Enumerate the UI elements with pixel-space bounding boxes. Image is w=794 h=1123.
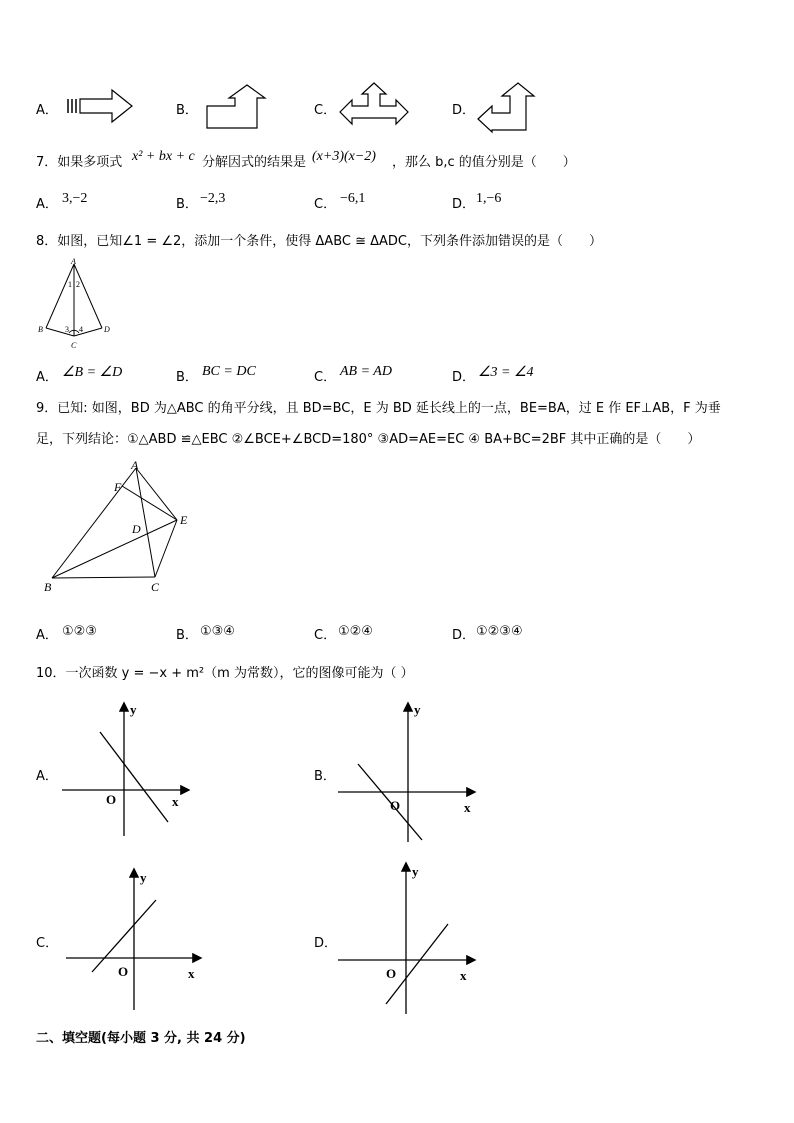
q9-label-f: F bbox=[114, 480, 122, 494]
q10-option-d-label: D． bbox=[314, 936, 338, 951]
q8-option-c-value: AB = AD bbox=[340, 364, 392, 379]
q10-graph-b bbox=[336, 700, 486, 850]
q9-label-b: B bbox=[44, 580, 52, 594]
q9-option-a-value: ①②③ bbox=[62, 624, 97, 639]
q9-label-c: C bbox=[151, 580, 160, 594]
q10-a-axis-y: y bbox=[130, 702, 137, 717]
three-way-arrow-icon bbox=[338, 82, 410, 130]
q6-option-c-label: C． bbox=[314, 103, 337, 118]
q8-option-c-label: C． bbox=[314, 370, 337, 385]
q10-d-origin: O bbox=[386, 966, 397, 981]
q8-label-c: C bbox=[71, 341, 77, 350]
q10-b-origin: O bbox=[390, 798, 401, 813]
q9-label-d: D bbox=[132, 522, 141, 536]
q7-prefix: 7．如果多项式 bbox=[36, 155, 123, 170]
q6-option-a-label: A． bbox=[36, 103, 58, 118]
q10-d-axis-y: y bbox=[412, 864, 419, 879]
q9-line-2: 足，下列结论：①△ABD ≌△EBC ②∠BCE+∠BCD=180° ③AD=AE=EC ④ BA+BC=2BF 其中正确的是（ ） bbox=[36, 432, 701, 447]
q10-option-c-label: C． bbox=[36, 936, 59, 951]
q8-label-d: D bbox=[104, 325, 110, 334]
q10-c-axis-y: y bbox=[140, 870, 147, 885]
q9-option-b-label: B． bbox=[176, 628, 198, 643]
q8-option-b-value: BC = DC bbox=[202, 364, 256, 379]
l-bend-arrow-up-icon bbox=[205, 84, 267, 130]
q7-option-a-label: A． bbox=[36, 197, 58, 212]
q9-option-b-value: ①③④ bbox=[200, 624, 235, 639]
q8-label-1: 1 bbox=[68, 280, 72, 289]
q8-label-b: B bbox=[38, 325, 43, 334]
q9-line-1: 9．已知: 如图，BD 为△ABC 的角平分线，且 BD=BC，E 为 BD 延长线上的一点，BE=BA，过 E 作 EF⊥AB，F 为垂 bbox=[36, 401, 721, 416]
q10-a-axis-x: x bbox=[172, 794, 179, 809]
q10-d-axis-x: x bbox=[460, 968, 467, 983]
double-arrow-right-icon bbox=[66, 88, 136, 124]
q10-c-axis-x: x bbox=[188, 966, 195, 981]
q7-option-b-value: −2,3 bbox=[200, 191, 226, 206]
q8-label-2: 2 bbox=[76, 280, 80, 289]
q7-polynomial: x² + bx + c bbox=[132, 149, 195, 164]
q10-graph-c bbox=[64, 866, 214, 1016]
q8-option-a-label: A． bbox=[36, 370, 58, 385]
q9-option-d-label: D． bbox=[452, 628, 476, 643]
q6-option-b-label: B． bbox=[176, 103, 198, 118]
q7-option-d-value: 1,−6 bbox=[476, 191, 502, 206]
q9-label-a: A bbox=[131, 458, 139, 472]
q7-option-a-value: 3,−2 bbox=[62, 191, 88, 206]
q10-text: 10．一次函数 y = −x + m²（m 为常数），它的图像可能为（ ） bbox=[36, 666, 414, 681]
q7-suffix: ，那么 b,c 的值分别是（ ） bbox=[392, 155, 576, 170]
q10-graph-a bbox=[60, 700, 200, 840]
q6-option-d-label: D． bbox=[452, 103, 476, 118]
q8-option-d-label: D． bbox=[452, 370, 476, 385]
q10-option-a-label: A． bbox=[36, 769, 58, 784]
q8-label-3: 3 bbox=[65, 325, 69, 334]
q9-triangle-figure bbox=[40, 460, 200, 600]
q8-label-a: A bbox=[71, 257, 76, 266]
q8-text: 8．如图，已知∠1 = ∠2，添加一个条件，使得 ΔABC ≅ ΔADC，下列条件添加错误的是（ ） bbox=[36, 234, 602, 249]
q10-graph-d bbox=[336, 860, 486, 1020]
q8-kite-figure bbox=[36, 256, 116, 352]
q7-option-d-label: D． bbox=[452, 197, 476, 212]
q8-option-d-value: ∠3 = ∠4 bbox=[478, 365, 534, 380]
q10-a-origin: O bbox=[106, 792, 117, 807]
q10-b-axis-x: x bbox=[464, 800, 471, 815]
q10-option-b-label: B． bbox=[314, 769, 336, 784]
section-2-title: 二、填空题(每小题 3 分, 共 24 分) bbox=[36, 1031, 246, 1046]
q9-option-d-value: ①②③④ bbox=[476, 624, 523, 639]
q8-option-a-value: ∠B = ∠D bbox=[62, 365, 123, 380]
q9-option-c-value: ①②④ bbox=[338, 624, 373, 639]
q9-option-a-label: A． bbox=[36, 628, 58, 643]
q8-option-b-label: B． bbox=[176, 370, 198, 385]
q7-option-c-label: C． bbox=[314, 197, 337, 212]
u-turn-arrow-icon bbox=[476, 82, 540, 134]
q9-option-c-label: C． bbox=[314, 628, 337, 643]
q7-option-b-label: B． bbox=[176, 197, 198, 212]
q8-label-4: 4 bbox=[79, 325, 83, 334]
q7-factored: (x+3)(x−2) bbox=[312, 149, 376, 164]
q7-option-c-value: −6,1 bbox=[340, 191, 366, 206]
q7-mid: 分解因式的结果是 bbox=[202, 155, 307, 170]
q10-b-axis-y: y bbox=[414, 702, 421, 717]
q10-c-origin: O bbox=[118, 964, 129, 979]
q9-label-e: E bbox=[180, 513, 188, 527]
